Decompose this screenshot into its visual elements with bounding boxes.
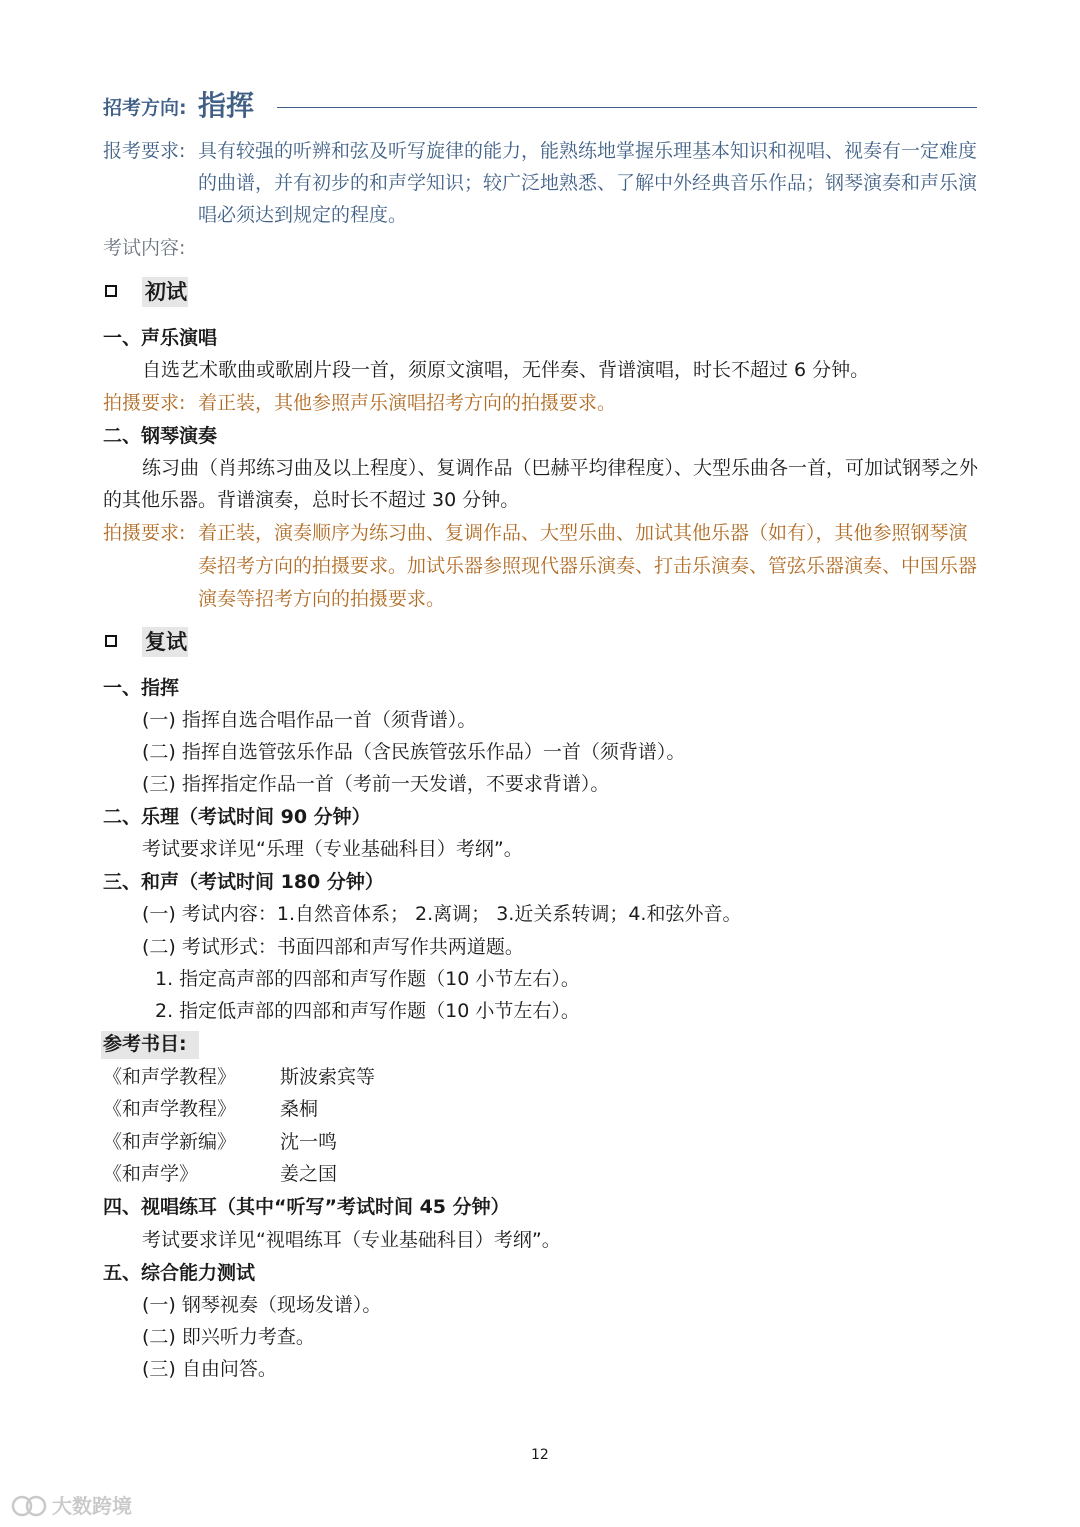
prelim-piano-photo-label: 拍摄要求: [103, 522, 186, 544]
prelim-piano-photo-line: 演奏等招考方向的拍摄要求。 [198, 588, 446, 610]
checkbox-square-icon [105, 285, 117, 297]
retest-solfege-title: 四、视唱练耳（其中“听写”考试时间 45 分钟） [103, 1196, 510, 1218]
retest-solfege-text: 考试要求详见“视唱练耳（专业基础科目）考纲”。 [142, 1229, 561, 1251]
book-author: 斯波索宾等 [280, 1066, 376, 1088]
retest-conducting-title: 一、指挥 [103, 677, 180, 699]
requirements-line: 唱必须达到规定的程度。 [198, 204, 408, 226]
list-item: (一) 钢琴视奏（现场发谱）。 [142, 1294, 382, 1316]
list-item: (二) 考试形式：书面四部和声写作共两道题。 [142, 936, 524, 958]
list-item: (三) 指挥指定作品一首（考前一天发谱，不要求背谱）。 [142, 773, 610, 795]
book-author: 沈一鸣 [280, 1131, 338, 1153]
checkbox-square-icon [105, 635, 117, 647]
books-label: 参考书目: [103, 1033, 187, 1055]
prelim-piano-photo-line: 奏招考方向的拍摄要求。加试乐器参照现代器乐演奏、打击乐演奏、管弦乐器演奏、中国乐器 [198, 555, 978, 577]
book-title: 《和声学教程》 [103, 1098, 237, 1120]
book-title: 《和声学新编》 [103, 1131, 237, 1153]
prelim-piano-photo-line: 着正装，演奏顺序为练习曲、复调作品、大型乐曲、加试其他乐器（如有），其他参照钢琴演 [198, 522, 968, 544]
list-item: (一) 考试内容：1.自然音体系； 2.离调； 3.近关系转调；4.和弦外音。 [142, 903, 742, 925]
page-title: 指挥 [198, 89, 255, 122]
watermark-logo-icon [10, 1491, 50, 1521]
prelim-piano-text: 练习曲（肖邦练习曲及以上程度）、复调作品（巴赫平均律程度）、大型乐曲各一首，可加试钢琴之外 [142, 457, 979, 479]
retest-theory-title: 二、乐理（考试时间 90 分钟） [103, 806, 371, 828]
retest-harmony-title: 三、和声（考试时间 180 分钟） [103, 871, 384, 893]
list-item: (二) 即兴听力考查。 [142, 1326, 315, 1348]
section-heading-prelim: 初试 [145, 280, 187, 304]
list-subitem: 2. 指定低声部的四部和声写作题（10 小节左右）。 [155, 1000, 580, 1022]
book-author: 姜之国 [280, 1163, 338, 1185]
prelim-vocal-photo-text: 着正装，其他参照声乐演唱招考方向的拍摄要求。 [198, 392, 617, 414]
prelim-piano-text: 的其他乐器。背谱演奏，总时长不超过 30 分钟。 [103, 489, 520, 511]
retest-theory-text: 考试要求详见“乐理（专业基础科目）考纲”。 [142, 838, 523, 860]
retest-comprehensive-title: 五、综合能力测试 [103, 1262, 256, 1284]
header-label: 招考方向: [103, 97, 187, 119]
page-number: 12 [531, 1447, 549, 1463]
header-rule [277, 107, 977, 108]
prelim-vocal-title: 一、声乐演唱 [103, 327, 218, 349]
content-label: 考试内容: [103, 237, 186, 259]
watermark-text: 大数跨境 [52, 1494, 132, 1518]
requirements-label: 报考要求: [103, 140, 186, 162]
book-title: 《和声学教程》 [103, 1066, 237, 1088]
prelim-vocal-photo-label: 拍摄要求: [103, 392, 186, 414]
requirements-line: 的曲谱，并有初步的和声学知识；较广泛地熟悉、了解中外经典音乐作品；钢琴演奏和声乐演 [198, 172, 978, 194]
prelim-piano-title: 二、钢琴演奏 [103, 425, 218, 447]
book-title: 《和声学》 [103, 1163, 199, 1185]
list-item: (三) 自由问答。 [142, 1358, 277, 1380]
prelim-vocal-text: 自选艺术歌曲或歌剧片段一首，须原文演唱，无伴奏、背谱演唱，时长不超过 6 分钟。 [142, 359, 870, 381]
list-item: (一) 指挥自选合唱作品一首（须背谱）。 [142, 709, 477, 731]
requirements-line: 具有较强的听辨和弦及听写旋律的能力，能熟练地掌握乐理基本知识和视唱、视奏有一定难度 [198, 140, 978, 162]
list-subitem: 1. 指定高声部的四部和声写作题（10 小节左右）。 [155, 968, 580, 990]
section-heading-retest: 复试 [145, 630, 187, 654]
book-author: 桑桐 [280, 1098, 319, 1120]
list-item: (二) 指挥自选管弦乐作品（含民族管弦乐作品）一首（须背谱）。 [142, 741, 686, 763]
